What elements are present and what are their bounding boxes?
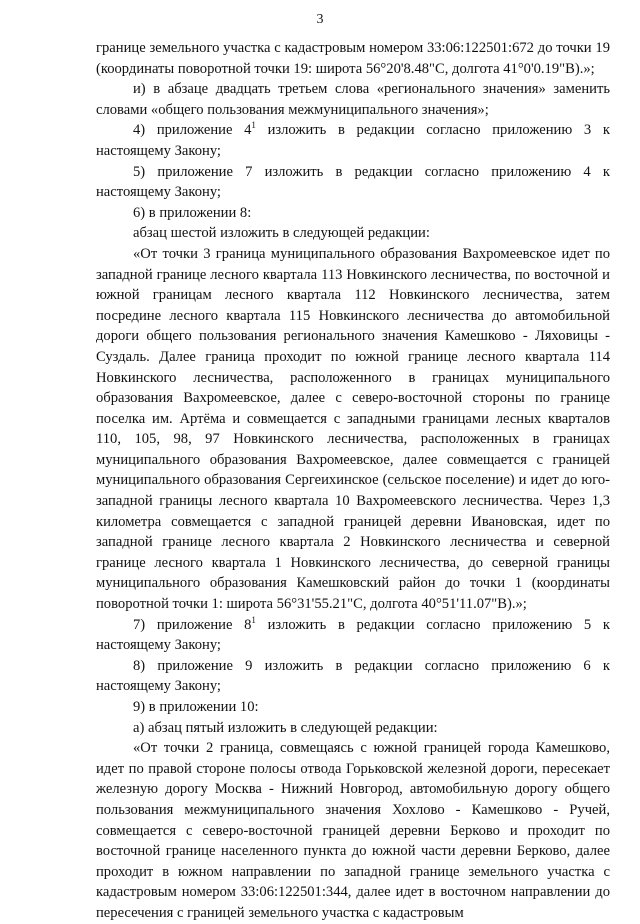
paragraph-item-9a: а) абзац пятый изложить в следующей редакции: [133, 719, 438, 736]
paragraph-boundary-description-2: «От точки 2 граница, совмещаясь с южной границей города Камешково, идет по правой стороне полосы отвода Горьковской железной дороги, пересекает железную дорогу Москва - Нижний Новгород, автомобильную дорогу общего пользования межмуниципального значения Хохлово - Камешково - Ручей, совмещается с северо-восточной границей деревни Берково и проходит по восточной границе населенного пункта до южной части деревни Берково, далее проходит в южном направлении по западной границе земельного участка с кадастровым номером 33:06:122501:344, далее идет в восточном направлении до пересечения с границей земельного участка с кадастровым [96, 740, 610, 921]
paragraph-item-i: и) в абзаце двадцать третьем слова «регионального значения» заменить словами «общего пользования межмуниципального значения»; [96, 81, 610, 118]
document-body [96, 38, 610, 924]
item-4-text-end: изложить в редакции согласно приложению 3 к настоящему Закону; [96, 122, 610, 159]
paragraph-item-9: 9) в приложении 10: [133, 699, 259, 715]
item-7-text-end: изложить в редакции согласно приложению 5 к настоящему Закону; [96, 616, 610, 654]
page-number: 3 [316, 12, 324, 27]
paragraph-item-5: 5) приложение 7 изложить в редакции согласно приложению 4 к настоящему Закону; [96, 163, 610, 201]
paragraph-item-8: 8) приложение 9 изложить в редакции согласно приложению 6 к настоящему Закону; [96, 657, 610, 695]
paragraph-item-6-intro: абзац шестой изложить в следующей редакции: [133, 225, 430, 242]
paragraph-boundary-end: границе земельного участка с кадастровым номером 33:06:122501:672 до точки 19 (координаты поворотной точки 19: широта 56°20'8.48"С, долгота 41°0'0.19"В).»; [96, 40, 610, 77]
item-4-text-start: 4) приложение 4 [133, 122, 252, 139]
paragraph-item-4 [96, 120, 610, 161]
paragraph-item-7 [96, 615, 610, 656]
item-7-text-start: 7) приложение 8 [133, 616, 252, 633]
paragraph-boundary-description-1: «От точки 3 граница муниципального образования Вахромеевское идет по западной границе лесного квартала 113 Новкинского лесничества, по восточной и южной границам лесного квартала 112 Новкинского лесничества, затем посредине лесного квартала 115 Новкинского лесничества до автомобильной дороги общего пользования регионального значения Камешково - Ляховицы - Суздаль. Далее граница проходит по южной границе лесного квартала 114 Новкинского лесничества, расположенного в границах муниципального образования Вахромеевское, далее с северо-восточной стороны по границе поселка им. Артёма и совмещается с западными границами лесных кварталов 110, 105, 98, 97 Новкинского лесничества, расположенных в границах муниципального образования Вахромеевское, далее совмещается с границей муниципального образования Сергеихинское (сельское поселение) и идет до юго-западной границы лесного квартала 10 Вахромеевского лесничества. Через 1,3 километра совмещается с западной границей деревни Ивановская, идет по западной границе лесного квартала 2 Новкинского лесничества и северной границе лесного квартала 1 Новкинского лесничества, до северной границы муниципального образования Камешковский район до точки 1 (координаты поворотной точки 1: широта 56°31'55.21"С, долгота 40°51'11.07"В).»; [96, 245, 610, 613]
paragraph-item-6: 6) в приложении 8: [133, 204, 252, 221]
item-7-superscript: 1 [251, 614, 256, 625]
item-4-superscript: 1 [251, 120, 256, 131]
